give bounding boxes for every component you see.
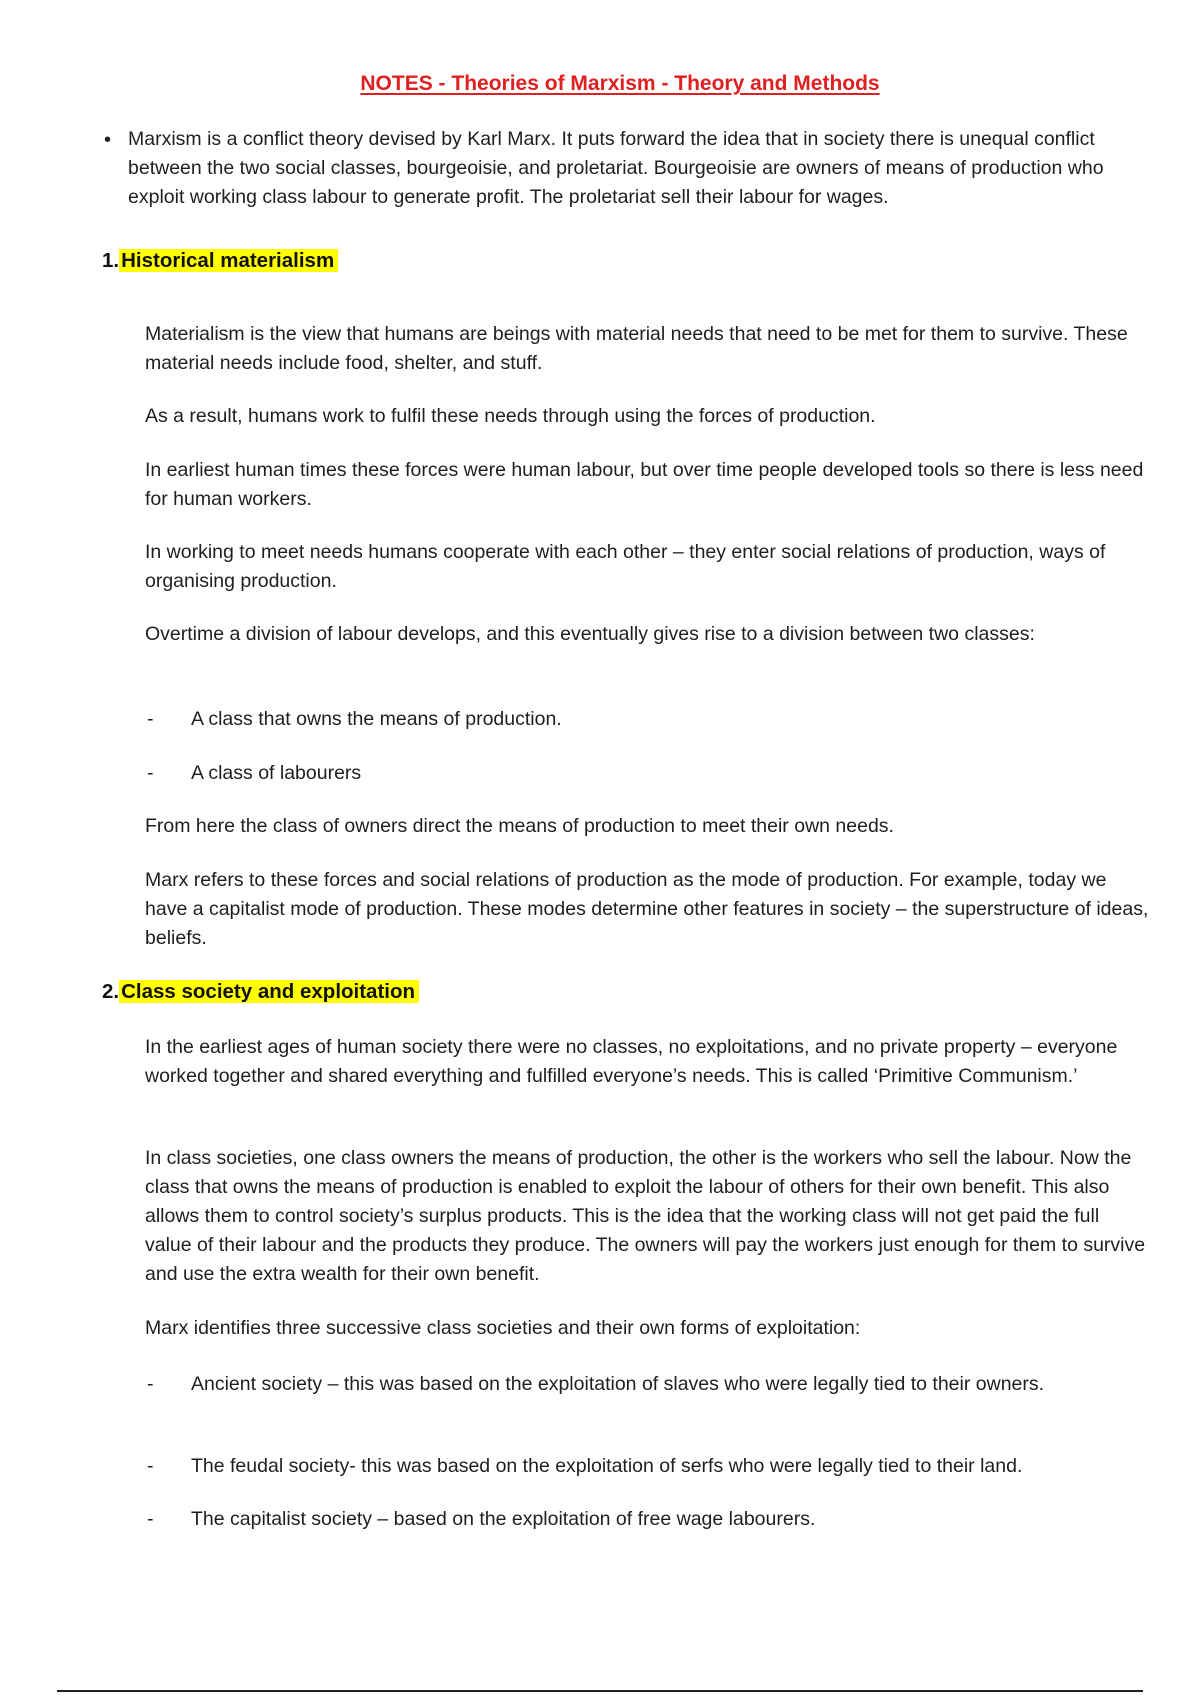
paragraph: In working to meet needs humans cooperate with each other – they enter social relations of production, ways of organising production. xyxy=(145,541,1106,592)
list-item-text: A class that owns the means of production. xyxy=(191,708,562,730)
paragraph: From here the class of owners direct the means of production to meet their own needs. xyxy=(145,815,894,837)
dash-marker: - xyxy=(147,1373,154,1395)
list-item-text: The feudal society- this was based on the exploitation of serfs who were legally tied to their land. xyxy=(191,1455,1023,1477)
list-item-text: Ancient society – this was based on the exploitation of slaves who were legally tied to their owners. xyxy=(191,1373,1045,1395)
dash-marker: - xyxy=(147,1508,154,1530)
section-heading-text: Class society and exploitation xyxy=(119,980,419,1003)
list-item xyxy=(145,1505,1155,1534)
paragraph: Materialism is the view that humans are beings with material needs that need to be met for them to survive. These material needs include food, shelter, and stuff. xyxy=(145,323,1128,374)
page-title: NOTES - Theories of Marxism - Theory and Methods xyxy=(360,72,880,95)
paragraph: Marx refers to these forces and social relations of production as the mode of production. For example, today we have a capitalist mode of production. These modes determine other features in society – the superstructure of ideas, beliefs. xyxy=(145,869,1149,949)
list-item xyxy=(145,759,1155,788)
section-heading-class-society xyxy=(102,978,419,1006)
paragraph: In class societies, one class owners the means of production, the other is the workers who sell the labour. Now the class that owns the means of production is enabled to exploit the labour of others for their own benefit. This also allows them to control society’s surplus products. This is the idea that the working class will not get paid the full value of their labour and the products they produce. The owners will pay the workers just enough for them to survive and use the extra wealth for their own benefit. xyxy=(145,1147,1146,1285)
paragraph: As a result, humans work to fulfil these needs through using the forces of production. xyxy=(145,405,876,427)
paragraph: In the earliest ages of human society there were no classes, no exploitations, and no private property – everyone worked together and shared everything and fulfilled everyone’s needs. This is called ‘Primitive Communism.’ xyxy=(145,1036,1118,1087)
list-item xyxy=(145,705,1155,734)
list-item xyxy=(145,1370,1155,1399)
list-item-text: The capitalist society – based on the exploitation of free wage labourers. xyxy=(191,1508,816,1530)
paragraph: In earliest human times these forces were human labour, but over time people developed tools so there is less need for human workers. xyxy=(145,459,1144,510)
intro-text: Marxism is a conflict theory devised by Karl Marx. It puts forward the idea that in society there is unequal conflict between the two social classes, bourgeoisie, and proletariat. Bourgeoisie are owners of means of production who exploit working class labour to generate profit. The proletariat sell their labour for wages. xyxy=(128,128,1104,208)
dash-marker: - xyxy=(147,1455,154,1477)
intro-bullet xyxy=(104,125,1149,212)
list-item-text: A class of labourers xyxy=(191,762,362,784)
dash-marker: - xyxy=(147,762,154,784)
dash-marker: - xyxy=(147,708,154,730)
section-number: 2. xyxy=(102,980,120,1003)
paragraph: Marx identifies three successive class societies and their own forms of exploitation: xyxy=(145,1317,861,1339)
list-item xyxy=(145,1452,1155,1481)
section-heading-text: Historical materialism xyxy=(119,249,338,272)
footer-divider xyxy=(57,1690,1143,1692)
paragraph: Overtime a division of labour develops, and this eventually gives rise to a division between two classes: xyxy=(145,623,1035,645)
section-heading-historical-materialism xyxy=(102,247,338,275)
bullet-icon: • xyxy=(104,129,112,151)
section-number: 1. xyxy=(102,249,120,272)
